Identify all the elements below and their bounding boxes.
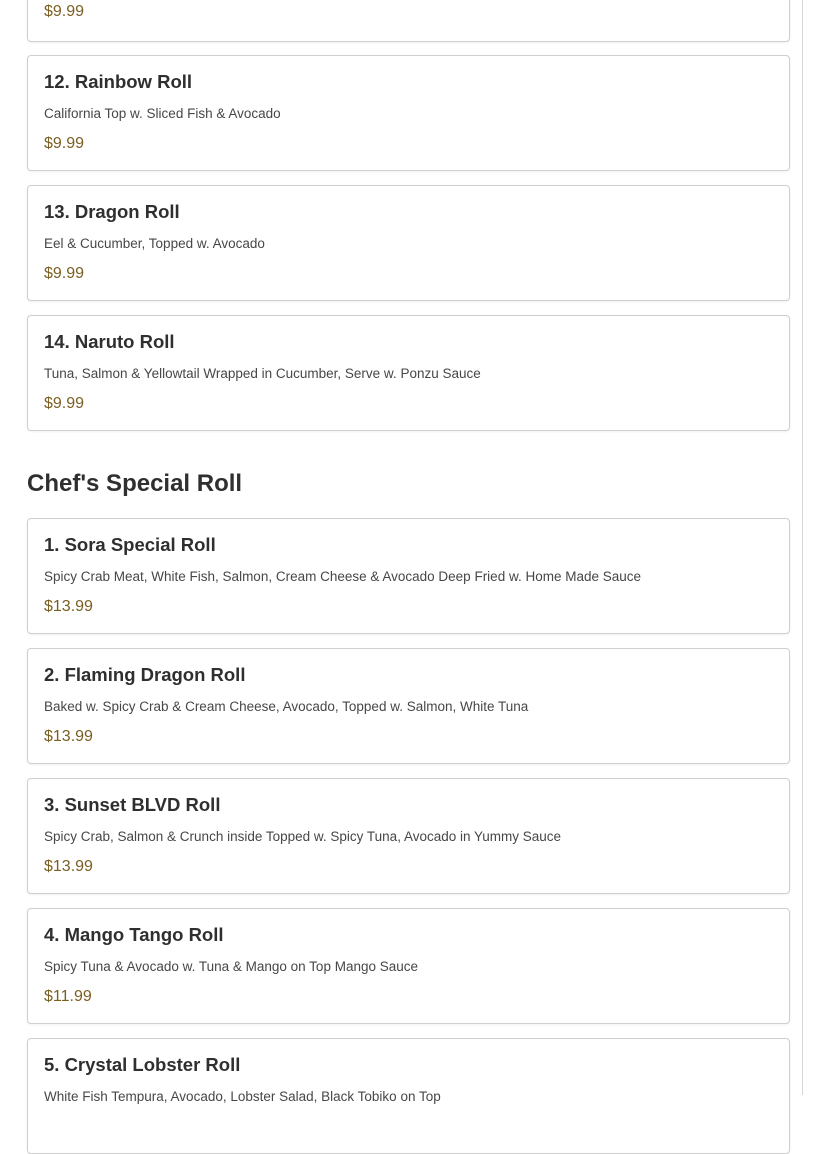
section-title: Chef's Special Roll — [27, 470, 243, 497]
menu-item-card[interactable] — [27, 315, 790, 431]
item-description: Tuna, Salmon & Yellowtail Wrapped in Cucumber, Serve w. Ponzu Sauce — [44, 366, 481, 381]
item-price: $13.99 — [44, 598, 93, 615]
item-name: 5. Crystal Lobster Roll — [44, 1054, 241, 1075]
item-description: Baked w. Spicy Crab & Cream Cheese, Avocado, Topped w. Salmon, White Tuna — [44, 699, 529, 714]
item-name: 12. Rainbow Roll — [44, 71, 193, 92]
item-price: $13.99 — [44, 728, 93, 745]
item-description: Eel & Cucumber, Topped w. Avocado — [44, 236, 265, 251]
item-price: $9.99 — [44, 395, 85, 412]
item-price: $9.99 — [44, 3, 85, 20]
item-description: Spicy Tuna & Avocado w. Tuna & Mango on Top Mango Sauce — [44, 959, 419, 974]
menu-item-card[interactable] — [27, 185, 790, 301]
menu-item-card[interactable] — [27, 55, 790, 171]
item-price: $9.99 — [44, 265, 85, 282]
item-price: $13.99 — [44, 858, 93, 875]
item-name: 13. Dragon Roll — [44, 201, 180, 222]
item-description: White Fish Tempura, Avocado, Lobster Salad, Black Tobiko on Top — [44, 1089, 441, 1104]
item-name: 1. Sora Special Roll — [44, 534, 216, 555]
item-description: Spicy Crab, Salmon & Crunch inside Topped w. Spicy Tuna, Avocado in Yummy Sauce — [44, 829, 562, 844]
item-name: 14. Naruto Roll — [44, 331, 175, 352]
item-name: 4. Mango Tango Roll — [44, 924, 224, 945]
item-price: $9.99 — [44, 135, 85, 152]
item-price: $11.99 — [44, 988, 92, 1005]
menu-item-card[interactable] — [27, 908, 790, 1024]
item-name: 3. Sunset BLVD Roll — [44, 794, 221, 815]
menu-item-card[interactable] — [27, 0, 790, 42]
menu-item-card[interactable] — [27, 1038, 790, 1154]
menu-item-card[interactable] — [27, 518, 790, 634]
item-description: Spicy Crab Meat, White Fish, Salmon, Cream Cheese & Avocado Deep Fried w. Home Made Sauce — [44, 569, 642, 584]
item-description: California Top w. Sliced Fish & Avocado — [44, 106, 281, 121]
menu-item-card[interactable] — [27, 648, 790, 764]
content-edge-divider — [802, 0, 803, 1095]
menu-item-card[interactable] — [27, 778, 790, 894]
item-name: 2. Flaming Dragon Roll — [44, 664, 246, 685]
